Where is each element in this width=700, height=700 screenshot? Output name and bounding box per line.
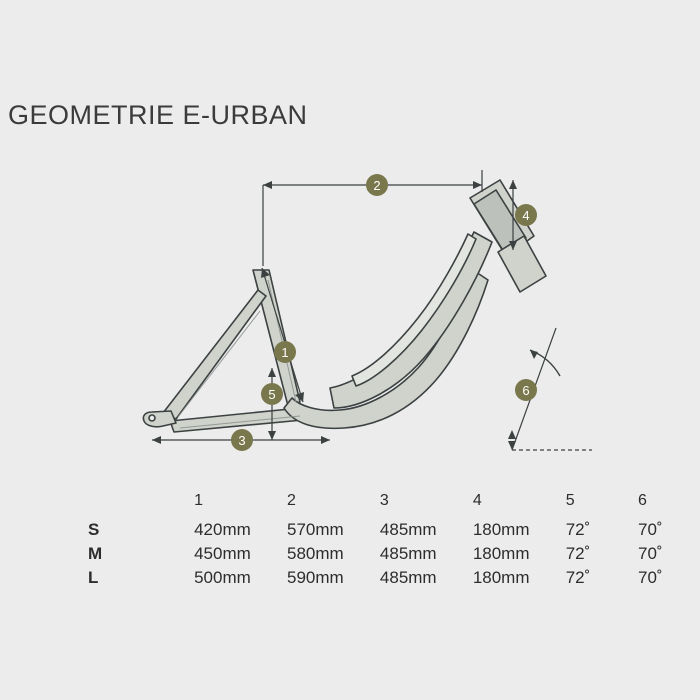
cell-m-2: 580mm (287, 544, 344, 563)
callout-2 (366, 174, 388, 196)
cell-m-6: 70˚ (637, 544, 663, 563)
cell-s-4: 180mm (472, 520, 530, 539)
callout-6 (515, 379, 537, 401)
callout-3-label: 3 (238, 433, 246, 448)
callout-1-label: 1 (281, 345, 289, 360)
row-size-l: L (88, 568, 99, 587)
cell-s-5: 72˚ (565, 520, 591, 539)
callout-5 (261, 383, 283, 405)
header-size (0, 490, 194, 518)
header-col-1: 1 (194, 492, 203, 509)
table-row (0, 518, 700, 542)
callout-1 (274, 341, 296, 363)
cell-l-4: 180mm (472, 568, 530, 587)
callout-6-label: 6 (522, 383, 530, 398)
callout-2-label: 2 (373, 178, 381, 193)
cell-l-2: 590mm (287, 568, 344, 587)
callout-4 (515, 204, 537, 226)
header-col-2: 2 (287, 492, 296, 509)
table-row (0, 566, 700, 590)
cell-s-1: 420mm (194, 520, 251, 539)
header-col-4: 4 (472, 492, 482, 509)
row-size-s: S (88, 520, 100, 539)
row-size-m: M (88, 544, 103, 563)
cell-l-1: 500mm (194, 568, 251, 587)
cell-l-6: 70˚ (637, 568, 663, 587)
callout-5-label: 5 (268, 387, 276, 402)
cell-l-5: 72˚ (565, 568, 591, 587)
page-title: GEOMETRIE E-URBAN (8, 100, 308, 130)
cell-m-1: 450mm (194, 544, 251, 563)
cell-s-3: 485mm (379, 520, 437, 539)
callout-3 (231, 429, 253, 451)
bike-frame-shape (143, 180, 546, 432)
cell-l-3: 485mm (379, 568, 437, 587)
cell-s-6: 70˚ (637, 520, 663, 539)
cell-m-3: 485mm (379, 544, 437, 563)
header-col-6: 6 (637, 492, 647, 509)
header-col-5: 5 (565, 492, 575, 509)
cell-m-5: 72˚ (565, 544, 591, 563)
table-row (0, 542, 700, 566)
geometry-table-wrapper (0, 490, 700, 590)
header-col-3: 3 (379, 492, 389, 509)
cell-m-4: 180mm (472, 544, 530, 563)
callout-4-label: 4 (522, 208, 530, 223)
geometry-table (0, 490, 700, 590)
frame-geometry-diagram (0, 140, 700, 480)
table-header-row (0, 490, 700, 518)
cell-s-2: 570mm (287, 520, 344, 539)
